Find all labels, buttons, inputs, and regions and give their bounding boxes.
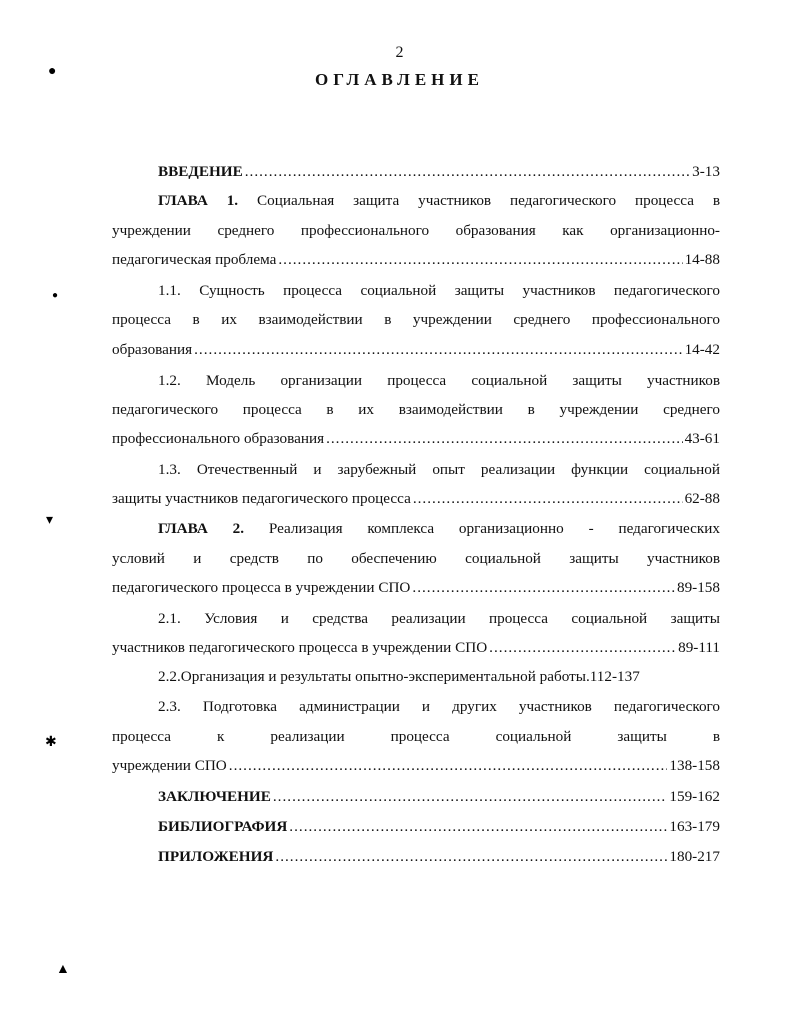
toc-entry-bibliography[interactable] (158, 817, 720, 837)
toc-ch1-line1: Социальная защита участников педагогического процесса в (257, 192, 720, 209)
page-number: 2 (395, 44, 404, 61)
toc-s23-line2: процесса к реализации процесса социальной защиты в (112, 728, 720, 745)
toc-entry-conclusion[interactable] (158, 787, 720, 807)
toc-leader (289, 817, 667, 837)
toc-appendices-label: ПРИЛОЖЕНИЯ (158, 848, 274, 865)
scan-speck: ✱ (45, 735, 57, 750)
toc-s13-line2: защиты участников педагогического процесса (112, 490, 411, 507)
toc-ch1-line2: учреждении среднего профессионального образования как организационно- (112, 222, 720, 239)
toc-s21-pages: 89-111 (678, 639, 720, 656)
toc-s23-line3: учреждении СПО (112, 757, 227, 774)
toc-entry-intro[interactable] (158, 162, 720, 182)
toc-ch2-label: ГЛАВА 2. (158, 520, 245, 537)
toc-leader (412, 578, 675, 598)
toc-leader (413, 489, 683, 509)
toc-bibliography-pages: 163-179 (669, 818, 720, 835)
toc-entry-chapter-1[interactable] (158, 191, 720, 211)
toc-ch2-line1: Реализация комплекса организационно - педагогических (268, 520, 720, 537)
toc-s12-line2: педагогического процесса в их взаимодействии в учреждении среднего (112, 401, 720, 418)
toc-s12-line3: профессионального образования (112, 430, 325, 447)
toc-ch2-line3: педагогического процесса в учреждении СПО (112, 579, 411, 596)
toc-s12-line3-row (112, 429, 720, 449)
toc-ch2-pages: 89-158 (676, 579, 720, 596)
toc-entry-section-1-1[interactable]: 1.1. Сущность процесса социальной защиты участников педагогического (158, 282, 720, 299)
toc-ch1-label: ГЛАВА 1. (158, 192, 239, 209)
toc-leader (489, 638, 676, 658)
toc-s11-line2: процесса в их взаимодействии в учреждении среднего профессионального (112, 311, 720, 328)
toc-s21-line2-row (112, 638, 720, 658)
toc-ch2-line3-row (112, 578, 720, 598)
toc-s13-line2-row (112, 489, 720, 509)
toc-conclusion-label: ЗАКЛЮЧЕНИЕ (158, 788, 271, 805)
toc-ch2-line2: условий и средств по обеспечению социальной защиты участников (112, 550, 720, 567)
toc-s12-pages: 43-61 (684, 430, 720, 447)
scan-speck: ▾ (46, 513, 54, 528)
toc-entry-appendices[interactable] (158, 847, 720, 867)
toc-s13-pages: 62-88 (684, 490, 720, 507)
toc-entry-section-2-2[interactable]: 2.2.Организация и результаты опытно-экспериментальной работы.112-137 (158, 668, 640, 685)
toc-intro-label: ВВЕДЕНИЕ (158, 163, 243, 180)
toc-leader (275, 847, 667, 867)
toc-entry-section-1-3[interactable]: 1.3. Отечественный и зарубежный опыт реализации функции социальной (158, 461, 720, 478)
toc-leader (245, 162, 690, 182)
scan-speck: ● (52, 290, 59, 301)
toc-entry-section-1-2[interactable]: 1.2. Модель организации процесса социальной защиты участников (158, 372, 720, 389)
toc-s23-pages: 138-158 (669, 757, 720, 774)
toc-leader (273, 787, 668, 807)
toc-leader (194, 340, 682, 360)
toc-ch1-line3: педагогическая проблема (112, 251, 277, 268)
toc-entry-section-2-3[interactable]: 2.3. Подготовка администрации и других участников педагогического (158, 698, 720, 715)
toc-intro-pages: 3-13 (692, 163, 720, 180)
scan-speck: ▲ (56, 962, 70, 977)
toc-s11-pages: 14-42 (684, 341, 720, 358)
toc-s11-line3: образования (112, 341, 193, 358)
toc-leader (229, 756, 668, 776)
toc-bibliography-label: БИБЛИОГРАФИЯ (158, 818, 288, 835)
toc-s21-line2: участников педагогического процесса в учреждении СПО (112, 639, 488, 656)
toc-appendices-pages: 180-217 (669, 848, 720, 865)
toc-leader (326, 429, 683, 449)
scan-speck: ● (48, 64, 57, 79)
toc-s23-line3-row (112, 756, 720, 776)
toc-conclusion-pages: 159-162 (669, 788, 720, 805)
toc-entry-section-2-1[interactable]: 2.1. Условия и средства реализации процесса социальной защиты (158, 610, 720, 627)
toc-ch1-line3-row (112, 250, 720, 270)
toc-ch1-pages: 14-88 (684, 251, 720, 268)
toc-leader (278, 250, 682, 270)
toc-entry-chapter-2[interactable] (158, 519, 720, 539)
toc-s11-line3-row (112, 340, 720, 360)
page-title: ОГЛАВЛЕНИЕ (315, 70, 484, 89)
